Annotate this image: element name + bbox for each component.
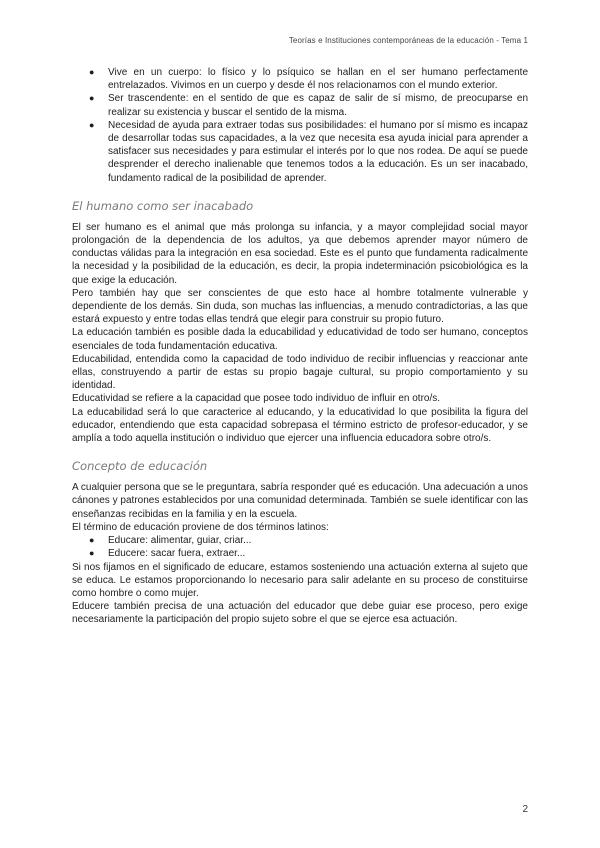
list-item-text: Vive en un cuerpo: lo físico y lo psíquico se hallan en el ser humano perfectamente entrelazados. Vivimos en un cuerpo y desde él nos relacionamos con el mundo exterior.: [108, 67, 528, 92]
section-heading-inacabado: El humano como ser inacabado: [72, 198, 254, 213]
paragraph: Educere también precisa de una actuación del educador que debe guiar ese proceso, pero exige necesariamente la participación del propio sujeto sobre el que se ejerce esa actuación.: [72, 601, 528, 626]
paragraph: Pero también hay que ser conscientes de que esto hace al hombre totalmente vulnerable y dependiente de los demás. Sin duda, son muchas las influencias, a menudo contradictorias, a las que estará expuesto y entre todas ellas tendrá que elegir para construir su propio futuro.: [72, 287, 528, 326]
bullet-icon: ●: [89, 93, 95, 104]
paragraph: Educatividad se refiere a la capacidad que posee todo individuo de influir en otro/s.: [72, 393, 441, 405]
latin-terms-list: [72, 534, 528, 560]
paragraph: El ser humano es el animal que más prolonga su infancia, y a mayor complejidad social mayor prolongación de la dependencia de los adultos, ya que debemos aprender mayor número de conductas válidas para la integración en esa sociedad. Este es el punto que fundamenta radicalmente la necesidad y la posibilidad de la educación, es decir, la propia indeterminación psicobiológica es la que exige la educación.: [72, 221, 528, 286]
bullet-icon: ●: [89, 548, 95, 559]
list-item-text: Ser trascendente: en el sentido de que es capaz de salir de sí mismo, de preocuparse en realizar su existencia y buscar el sentido de la misma.: [108, 93, 528, 118]
list-item-text: Necesidad de ayuda para extraer todas sus posibilidades: el humano por sí mismo es incapaz de desarrollar todas sus capacidades, a la vez que necesita esa ayuda inicial para aprender a satisfacer sus necesidades y para estimular el interés por lo que nos rodea. De aquí se puede desprender el derecho inalienable que tenemos todos a la educación. Es un ser inacabado, fundamento radical de la posibilidad de aprender.: [108, 119, 528, 184]
list-item: [72, 92, 528, 118]
list-item-text: Educare: alimentar, guiar, criar...: [108, 535, 252, 547]
intro-bullet-list: [72, 66, 528, 185]
bullet-icon: ●: [89, 119, 95, 130]
paragraph: La educabilidad será lo que caracterice al educando, y la educatividad lo que posibilita la figura del educador, entendiendo que esta capacidad sobrepasa el término estricto de profesor-educador, y se amplía a todo aquella institución o individuo que ejercer una influencia educadora sobre otro/s.: [72, 406, 528, 445]
paragraph: A cualquier persona que se le preguntara, sabría responder qué es educación. Una adecuación a unos cánones y patrones establecidos por una comunidad determinada. También se suele identificar con las enseñanzas recibidas en la familia y en la escuela.: [72, 482, 528, 520]
bullet-icon: ●: [89, 535, 95, 546]
list-item: [72, 119, 528, 185]
section-heading-concepto: Concepto de educación: [72, 459, 208, 474]
paragraph: El término de educación proviene de dos términos latinos:: [72, 521, 329, 533]
bullet-icon: ●: [89, 67, 95, 77]
running-header: Teorías e Instituciones contemporáneas de la educación - Tema 1: [288, 36, 528, 45]
list-item: [72, 547, 528, 560]
paragraph: Si nos fijamos en el significado de educare, estamos sosteniendo una actuación externa al sujeto que se educa. Le estamos proporcionando lo necesario para salir adelante en su proceso de constituirse como hombre o como mujer.: [72, 561, 528, 599]
page-number: 2: [522, 804, 528, 815]
list-item-text: Educere: sacar fuera, extraer...: [108, 548, 246, 560]
paragraph: La educación también es posible dada la educabilidad y educatividad de todo ser humano, conceptos esenciales de toda fundamentación educativa.: [72, 327, 528, 352]
list-item: [72, 534, 528, 547]
paragraph: Educabilidad, entendida como la capacidad de todo individuo de recibir influencias y reaccionar ante ellas, construyendo a partir de estas su propio bagaje cultural, su propio comportamiento y su identidad.: [72, 353, 528, 392]
page-content: [72, 66, 528, 627]
list-item: [72, 66, 528, 92]
